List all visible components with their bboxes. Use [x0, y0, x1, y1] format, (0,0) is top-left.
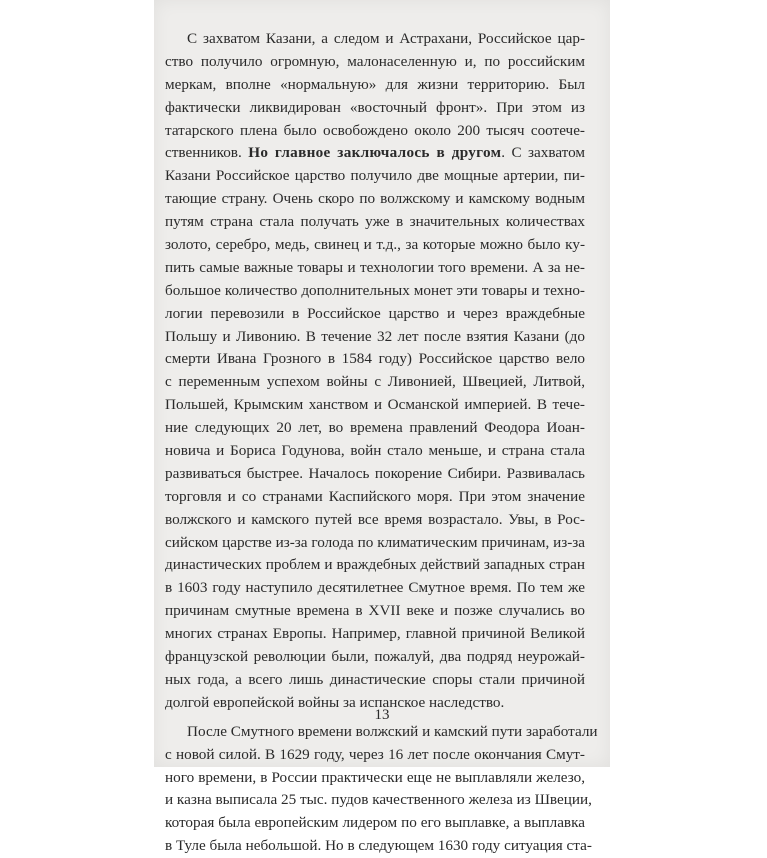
text-line: развиваться быстрее. Началось покорение Сибири. Развивалась [165, 464, 585, 482]
text-run: ственников. [165, 144, 242, 162]
text-line: сийском царстве из-за голода по климатическим причинам, из-за [165, 533, 585, 551]
text-line: фактически ликвидирован «восточный фронт». При этом из [165, 98, 585, 116]
text-line: долгой европейской войны за испанское наследство. [165, 693, 505, 711]
text-line: золото, серебро, медь, свинец и т.д., за которые можно было ку- [165, 236, 585, 254]
text-line: логии перевозили в Российское царство и через враждебные [165, 304, 585, 322]
text-line: смерти Ивана Грозного в 1584 году) Российское царство вело [165, 350, 585, 368]
text-line: многих странах Европы. Например, главной причиной Великой [165, 625, 585, 643]
text-line: Польшу и Ливонию. В течение 32 лет после взятия Казани (до [165, 327, 585, 345]
body-text [165, 28, 598, 858]
text-line: новича и Бориса Годунова, войн стало меньше, и страна стала [165, 442, 585, 460]
text-line: большое количество дополнительных монет эти товары и техно- [165, 281, 585, 299]
text-line: с переменным успехом войны с Ливонией, Швецией, Литвой, [165, 373, 585, 391]
text-line: в 1603 году наступило десятилетнее Смутное время. По тем же [165, 579, 585, 597]
text-run: С захватом [511, 144, 586, 162]
text-line: тающие страну. Очень скоро по волжскому и камскому водным [165, 190, 585, 208]
text-line: и казна выписала 25 тыс. пудов качественного железа из Швеции, [165, 791, 592, 809]
text-line: меркам, вполне «нормальную» для жизни территорию. Был [165, 75, 585, 93]
text-line: путям страна стала получать уже в значительных количествах [165, 213, 585, 231]
text-line-mixed: ственников. Но главное заключалось в другом. С захватом [165, 144, 586, 162]
text-line: волжского и камского путей все время возрастало. Увы, в Рос- [165, 510, 585, 528]
book-page [154, 0, 610, 855]
text-line: ных года, а всего лишь династические споры стали причиной [165, 670, 585, 688]
text-line: торговля и со странами Каспийского моря. При этом значение [165, 487, 585, 505]
text-line: ного времени, в России практически еще не выплавляли железо, [165, 768, 585, 786]
text-line: причинам смутные времена в XVII веке и позже случались во [165, 602, 585, 620]
text-line: После Смутного времени волжский и камский пути заработали [187, 722, 598, 740]
text-line: которая была европейским лидером по его выплавке, а выплавка [165, 814, 585, 832]
text-line: династических проблем и враждебных действий западных стран [165, 556, 585, 574]
text-line: ние следующих 20 лет, во времена правлений Феодора Иоан- [165, 419, 585, 437]
text-line: С захватом Казани, а следом и Астрахани, Российское цар- [187, 30, 585, 47]
text-line: пить самые важные товары и технологии того времени. А за не- [165, 258, 585, 276]
text-line: с новой силой. В 1629 году, через 16 лет после окончания Смут- [165, 745, 585, 763]
text-line: Казани Российское царство получило две мощные артерии, пи- [165, 167, 585, 185]
text-line: французской революции были, пожалуй, два подряд неурожай- [165, 648, 585, 666]
text-line: Польшей, Крымским ханством и Османской империей. В тече- [165, 396, 585, 414]
text-line: в Туле была небольшой. Но в следующем 1630 году ситуация ста- [165, 837, 592, 855]
page-number: 13 [374, 707, 390, 723]
bold-emphasis: Но главное заключалось в другом [248, 144, 502, 162]
text-line: татарского плена было освобождено около 200 тысяч соотече- [165, 121, 585, 139]
text-line: ство получило огромную, малонаселенную и, по российским [165, 52, 585, 70]
